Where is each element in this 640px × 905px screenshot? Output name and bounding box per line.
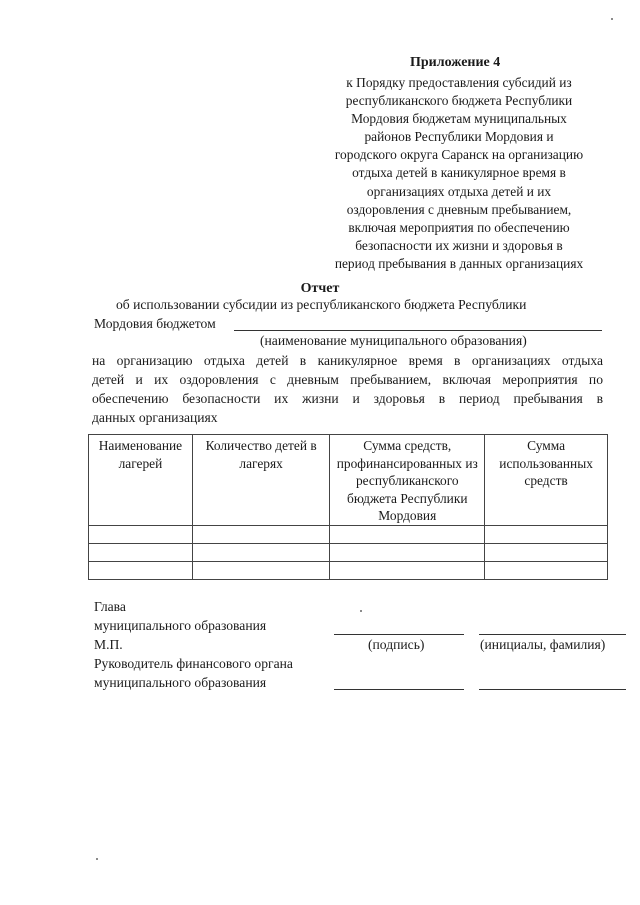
table-cell [89, 544, 193, 562]
table-cell [330, 544, 485, 562]
head-label-municipality: муниципального образования [94, 618, 267, 633]
table-header-row [89, 435, 608, 526]
report-subtitle-line-1: об использовании субсидии из республиканского бюджета Республики [116, 297, 527, 312]
municipality-caption: (наименование муниципального образования) [260, 333, 527, 348]
appendix-line: период пребывания в данных организациях [334, 255, 584, 271]
head-label: Глава [94, 599, 126, 614]
table-cell [330, 526, 485, 544]
table-cell [485, 544, 608, 562]
appendix-line: организациях отдыха детей и их [366, 183, 552, 199]
table-cell [192, 544, 330, 562]
finance-head-label-municipality: муниципального образования [94, 675, 267, 690]
finance-initials-line [479, 689, 626, 690]
municipality-blank-line [234, 330, 602, 331]
appendix-line: Мордовия бюджетам муниципальных [351, 111, 567, 127]
table-cell [89, 562, 193, 580]
scan-speck [96, 858, 98, 860]
header-children-count: Количество детей в лагерях [192, 435, 330, 526]
table-cell [485, 562, 608, 580]
appendix-line: республиканского бюджета Республики [345, 93, 573, 109]
appendix-title: Приложение 4 [410, 55, 501, 70]
appendix-line: безопасности их жизни и здоровья в [355, 237, 563, 253]
report-subtitle-line-2: Мордовия бюджетом [94, 316, 216, 331]
header-camp-names: Наименование лагерей [89, 435, 193, 526]
initials-line [479, 634, 626, 635]
table-cell [330, 562, 485, 580]
appendix-line: оздоровления с дневным пребыванием, [346, 201, 572, 217]
scan-speck [611, 18, 613, 20]
signature-caption: (подпись) [368, 637, 425, 652]
table-cell [485, 526, 608, 544]
table-cell [192, 526, 330, 544]
signature-line [334, 634, 464, 635]
scan-speck [360, 610, 362, 612]
table-row [89, 562, 608, 580]
stamp-label: М.П. [94, 637, 123, 652]
header-used-amount: Сумма использованных средств [485, 435, 608, 526]
finance-signature-line [334, 689, 464, 690]
paragraph-line: обеспечению безопасности их жизни и здоровья в период пребывания в [92, 391, 603, 406]
appendix-line: включая мероприятия по обеспечению [348, 219, 570, 235]
appendix-line: городского округа Саранск на организацию [334, 147, 584, 163]
paragraph-line: детей и их оздоровления с дневным пребыванием, включая мероприятия по [92, 372, 603, 387]
paragraph-line: на организацию отдыха детей в каникулярное время в организациях отдыха [92, 353, 603, 368]
table-row [89, 526, 608, 544]
appendix-line: районов Республики Мордовия и [364, 129, 554, 145]
report-purpose-paragraph [92, 351, 603, 427]
table-cell [192, 562, 330, 580]
paragraph-line: данных организациях [92, 410, 218, 425]
finance-head-label: Руководитель финансового органа [94, 656, 293, 671]
initials-caption: (инициалы, фамилия) [480, 637, 606, 652]
subsidy-table [88, 434, 608, 580]
appendix-reference [300, 74, 618, 273]
appendix-line: отдыха детей в каникулярное время в [352, 165, 566, 181]
header-funded-amount: Сумма средств, профинансированных из республиканского бюджета Республики Мордовия [330, 435, 485, 526]
table-row [89, 544, 608, 562]
table-cell [89, 526, 193, 544]
report-title: Отчет [300, 281, 340, 296]
appendix-line: к Порядку предоставления субсидий из [346, 75, 572, 90]
